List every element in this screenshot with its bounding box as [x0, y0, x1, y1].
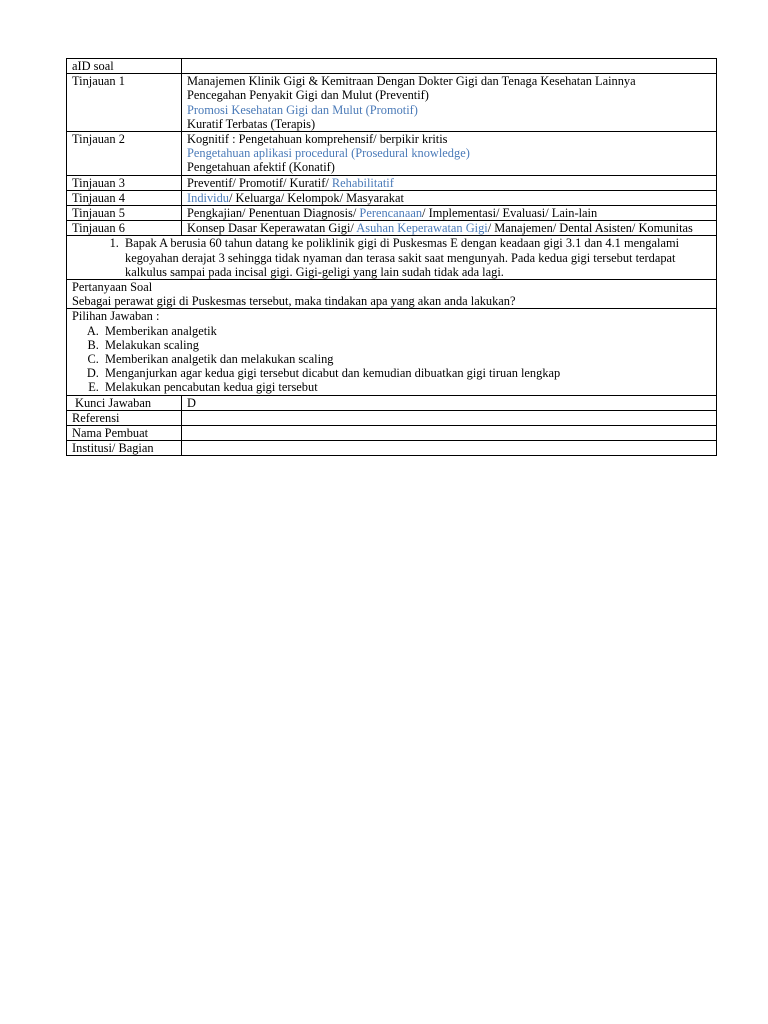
tinjauan-6-value [182, 221, 717, 236]
case-narrative-list [72, 236, 716, 279]
tinjauan-2-line-2: Pengetahuan aplikasi procedural (Prosedural knowledge) [187, 146, 470, 161]
tinjauan-6-part-1: Konsep Dasar Keperawatan Gigi/ [187, 221, 357, 236]
row-question [67, 280, 717, 309]
tinjauan-1-line-3: Promosi Kesehatan Gigi dan Mulut (Promotif) [187, 102, 418, 117]
tinjauan-5-part-2: Perencanaan [359, 206, 423, 221]
institusi-label: Institusi/ Bagian [67, 441, 182, 456]
tinjauan-1-line-2: Pencegahan Penyakit Gigi dan Mulut (Preventif) [187, 88, 429, 103]
tinjauan-6-part-2: Asuhan Keperawatan Gigi [356, 221, 488, 236]
tinjauan-4-part-2: / Keluarga/ Kelompok/ Masyarakat [229, 190, 404, 205]
institusi-value [182, 441, 717, 456]
tinjauan-3-part-2: Rehabilitatif [331, 175, 394, 190]
answer-key-value: D [182, 395, 717, 410]
tinjauan-1-value [182, 74, 717, 132]
option-b: B. Melakukan scaling [102, 338, 716, 352]
row-institusi [67, 441, 717, 456]
tinjauan-4-label: Tinjauan 4 [67, 190, 182, 205]
tinjauan-4-part-1: Individu [187, 190, 229, 205]
row-answer-key [67, 395, 717, 410]
row-tinjauan-6 [67, 221, 717, 236]
tinjauan-6-part-3: / Manajemen/ Dental Asisten/ Komunitas [487, 221, 693, 236]
question-text: Sebagai perawat gigi di Puskesmas tersebut, maka tindakan apa yang akan anda lakukan? [72, 294, 516, 309]
options-cell [67, 309, 717, 395]
tinjauan-2-line-3: Pengetahuan afektif (Konatif) [187, 160, 335, 175]
row-tinjauan-3 [67, 175, 717, 190]
case-narrative-cell [67, 236, 717, 280]
option-e: E. Melakukan pencabutan kedua gigi tersebut [102, 380, 716, 394]
row-options [67, 309, 717, 395]
option-c: C. Memberikan analgetik dan melakukan scaling [102, 352, 716, 366]
option-d: D. Menganjurkan agar kedua gigi tersebut dicabut dan kemudian dibuatkan gigi tiruan lengkap [102, 366, 716, 380]
row-tinjauan-4 [67, 190, 717, 205]
tinjauan-2-line-1: Kognitif : Pengetahuan komprehensif/ berpikir kritis [187, 132, 448, 147]
id-soal-label: aID soal [67, 59, 182, 74]
options-label: Pilihan Jawaban : [72, 309, 160, 324]
tinjauan-5-part-3: / Implementasi/ Evaluasi/ Lain-lain [422, 206, 598, 221]
tinjauan-5-part-1: Pengkajian/ Penentuan Diagnosis/ [187, 206, 360, 221]
tinjauan-3-value [182, 175, 717, 190]
referensi-value [182, 410, 717, 425]
referensi-label: Referensi [67, 410, 182, 425]
soal-table [66, 58, 717, 456]
row-nama-pembuat [67, 426, 717, 441]
tinjauan-1-line-4: Kuratif Terbatas (Terapis) [187, 116, 316, 131]
nama-pembuat-value [182, 426, 717, 441]
row-narrative [67, 236, 717, 280]
tinjauan-1-line-1: Manajemen Klinik Gigi & Kemitraan Dengan Dokter Gigi dan Tenaga Kesehatan Lainnya [187, 74, 636, 89]
row-referensi [67, 410, 717, 425]
tinjauan-5-value [182, 206, 717, 221]
tinjauan-5-label: Tinjauan 5 [67, 206, 182, 221]
row-tinjauan-2 [67, 132, 717, 176]
id-soal-value [182, 59, 717, 74]
case-narrative: 1. Bapak A berusia 60 tahun datang ke poliklinik gigi di Puskesmas E dengan keadaan gigi 3.1 dan 4.1 mengalami kegoyahan derajat 3 sehingga tidak nyaman dan terasa sakit saat mengunyah. Pada kedua gigi tersebut terdapat kalkulus sampai pada incisal gigi. Gigi-geligi yang lain sudah tidak ada lagi. [122, 236, 710, 279]
tinjauan-1-label: Tinjauan 1 [67, 74, 182, 132]
tinjauan-4-value [182, 190, 717, 205]
row-tinjauan-5 [67, 206, 717, 221]
tinjauan-2-value [182, 132, 717, 176]
row-id-soal [67, 59, 717, 74]
question-label: Pertanyaan Soal [72, 280, 153, 295]
question-cell [67, 280, 717, 309]
row-tinjauan-1 [67, 74, 717, 132]
tinjauan-3-part-1: Preventif/ Promotif/ Kuratif/ [187, 175, 332, 190]
answer-key-label: Kunci Jawaban [67, 395, 182, 410]
option-a: A. Memberikan analgetik [102, 324, 716, 338]
tinjauan-2-label: Tinjauan 2 [67, 132, 182, 176]
tinjauan-3-label: Tinjauan 3 [67, 175, 182, 190]
tinjauan-6-label: Tinjauan 6 [67, 221, 182, 236]
options-list [72, 324, 716, 395]
nama-pembuat-label: Nama Pembuat [67, 426, 182, 441]
